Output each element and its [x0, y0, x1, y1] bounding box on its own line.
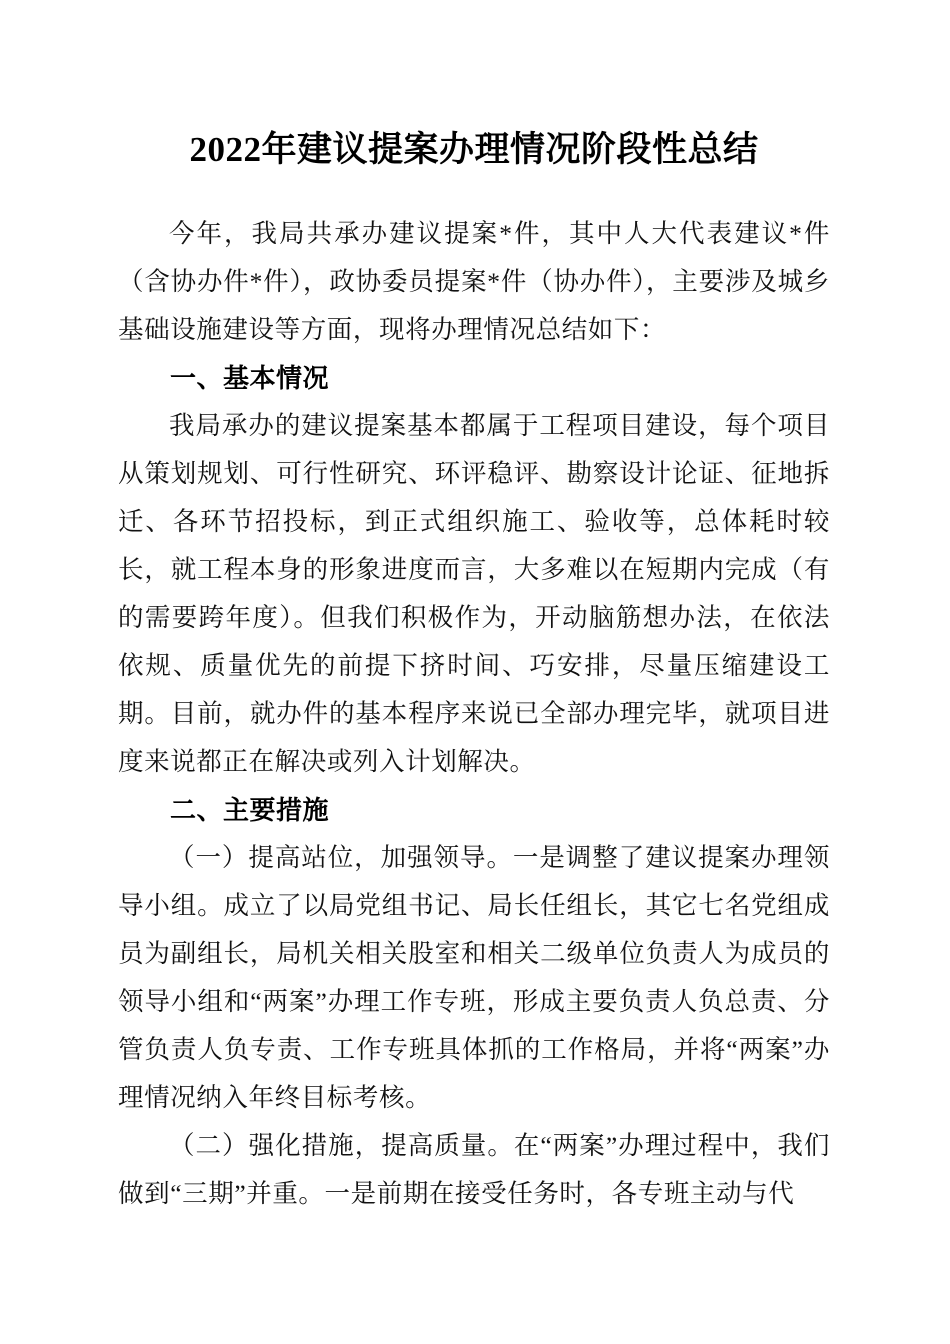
document-body	[118, 0, 830, 1218]
title-spacer	[118, 172, 830, 210]
intro-paragraph: 今年，我局共承办建议提案*件，其中人大代表建议*件（含协办件*件），政协委员提案*件（协办件），主要涉及城乡基础设施建设等方面，现将办理情况总结如下：	[118, 219, 830, 344]
page-title: 2022年建议提案办理情况阶段性总结	[189, 130, 759, 169]
section-2-paragraph-2: （二）强化措施，提高质量。在“两案”办理过程中，我们做到“三期”并重。一是前期在接受任务时，各专班主动与代	[118, 1131, 830, 1208]
section-heading-1: 一、基本情况	[170, 363, 330, 393]
section-heading-2: 二、主要措施	[170, 795, 330, 825]
section-2-paragraph-1: （一）提高站位，加强领导。一是调整了建议提案办理领导小组。成立了以局党组书记、局长任组长，其它七名党组成员为副组长，局机关相关股室和相关二级单位负责人为成员的领导小组和“两案”办理工作专班，形成主要负责人负总责、分管负责人负专责、工作专班具体抓的工作格局，并将“两案”办理情况纳入年终目标考核。	[118, 843, 830, 1112]
section-1-paragraph-1: 我局承办的建议提案基本都属于工程项目建设，每个项目从策划规划、可行性研究、环评稳评、勘察设计论证、征地拆迁、各环节招投标，到正式组织施工、验收等，总体耗时较长，就工程本身的形象进度而言，大多难以在短期内完成（有的需要跨年度）。但我们积极作为，开动脑筋想办法，在依法依规、质量优先的前提下挤时间、巧安排，尽量压缩建设工期。目前，就办件的基本程序来说已全部办理完毕，就项目进度来说都正在解决或列入计划解决。	[118, 411, 830, 776]
